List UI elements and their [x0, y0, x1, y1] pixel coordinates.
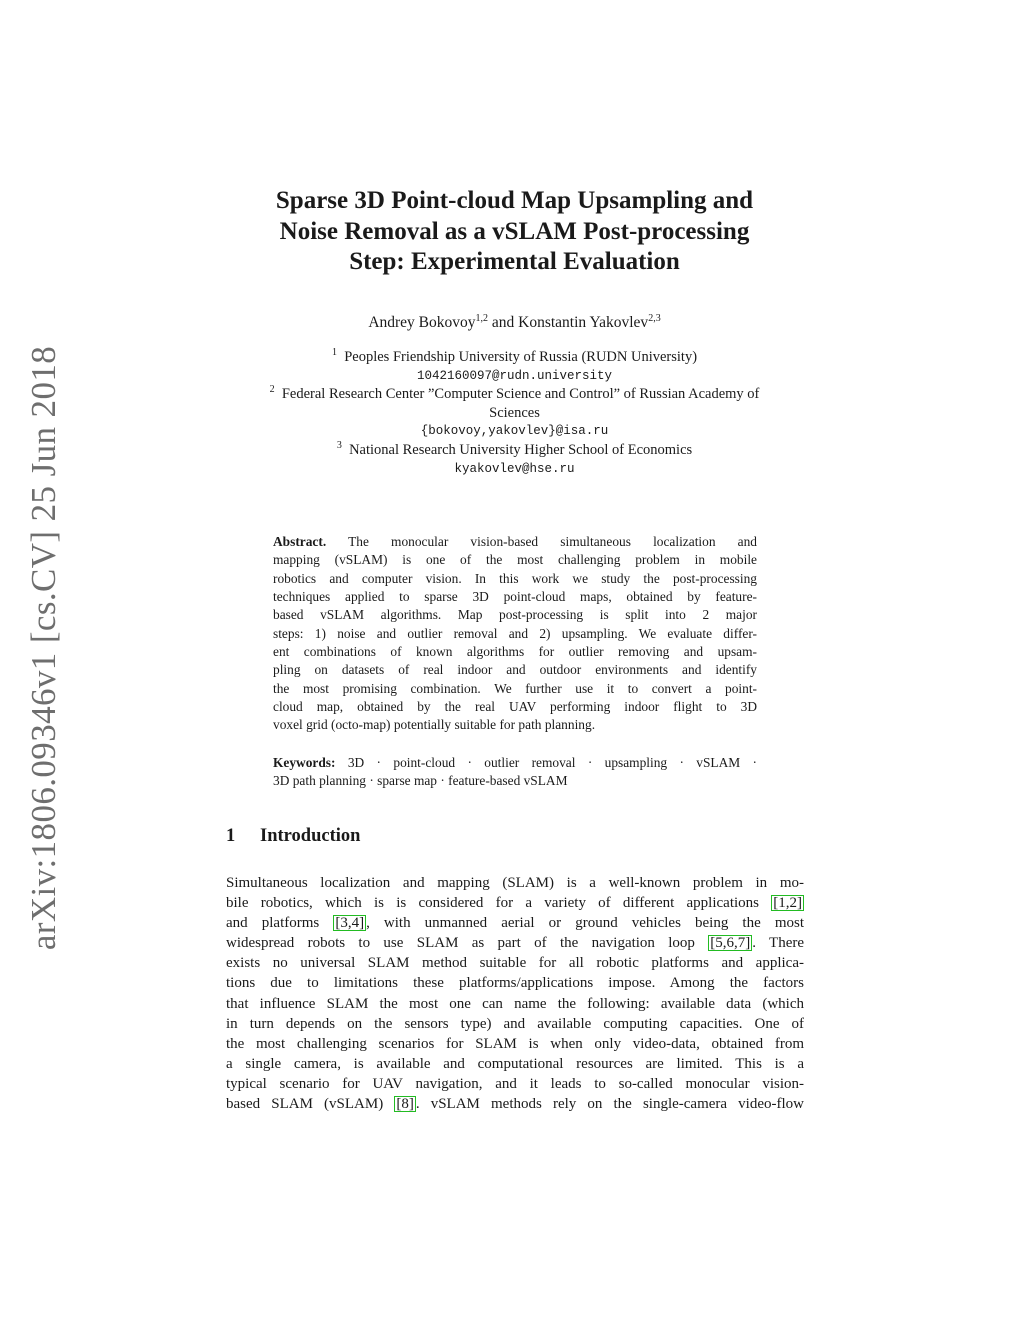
paper-title: [222, 186, 807, 278]
body-line: [226, 1094, 804, 1114]
abstract-line: the most promising combination. We further use it to convert a point-: [273, 680, 757, 696]
body-line: typical scenario for UAV navigation, and it leads to so-called monocular vision-: [226, 1075, 804, 1092]
author-list: [222, 314, 807, 332]
abstract-line: ent combinations of known algorithms for outlier removing and upsam-: [273, 644, 757, 660]
body-text: and platforms: [226, 915, 334, 932]
arxiv-identifier: arXiv:1806.09346v1 [cs.CV] 25 Jun 2018: [24, 345, 63, 950]
author-affiliation-mark: 1,2: [475, 313, 489, 324]
affiliations: [222, 348, 807, 478]
abstract-label: Abstract.: [273, 534, 327, 549]
affiliation-text: National Research University Higher School of Economics: [349, 441, 693, 458]
abstract-line: mapping (vSLAM) is one of the most challenging problem in mobile: [273, 552, 757, 568]
affiliation-2: [222, 385, 807, 404]
introduction-paragraph: [226, 873, 804, 1114]
affiliation-1: [222, 348, 807, 367]
keywords-label: Keywords:: [273, 755, 336, 770]
body-line: exists no universal SLAM method suitable for all robotic platforms and applica-: [226, 955, 804, 972]
affiliation-number: 1: [331, 347, 337, 358]
section-number: 1: [226, 826, 236, 846]
body-text: based SLAM (vSLAM): [226, 1096, 395, 1113]
keywords-line: [273, 754, 757, 772]
body-text: . There: [752, 935, 805, 952]
abstract-line: [273, 533, 757, 551]
abstract-line: based vSLAM algorithms. Map post-processing is split into 2 major: [273, 607, 757, 623]
keywords-text: 3D · point-cloud · outlier removal · upsampling · vSLAM ·: [335, 755, 757, 770]
title-line: Noise Removal as a vSLAM Post-processing: [279, 217, 750, 245]
body-text: bile robotics, which is is considered for a variety of different applications: [226, 895, 772, 912]
body-line: Simultaneous localization and mapping (SLAM) is a well-known problem in mo-: [226, 875, 804, 891]
affiliation-number: 2: [269, 384, 275, 396]
section-heading: [226, 826, 360, 847]
abstract-line: steps: 1) noise and outlier removal and 2) upsampling. We evaluate differ-: [273, 625, 757, 641]
body-text: . vSLAM methods rely on the single-camera video-flow: [415, 1096, 804, 1113]
body-text: widespread robots to use SLAM as part of the navigation loop: [226, 935, 709, 952]
body-line: the most challenging scenarios for SLAM is when only video-data, obtained from: [226, 1035, 804, 1052]
keywords: [273, 754, 757, 791]
body-line: that influence SLAM the most one can name the following: available data (which: [226, 995, 804, 1012]
body-line: [226, 893, 804, 913]
body-line: in turn depends on the sensors type) and available computing capacities. One of: [226, 1015, 804, 1032]
abstract-line: pling on datasets of real indoor and outdoor environments and identify: [273, 662, 757, 678]
title-line: Step: Experimental Evaluation: [349, 248, 680, 275]
author-name: Andrey Bokovoy: [368, 314, 476, 331]
email-address[interactable]: kyakovlev@hse.ru: [454, 461, 575, 476]
abstract-line: voxel grid (octo-map) potentially suitable for path planning.: [273, 717, 596, 733]
body-text: , with unmanned aerial or ground vehicles being the most: [366, 915, 804, 932]
keywords-line: 3D path planning · sparse map · feature-based vSLAM: [273, 773, 568, 789]
author-affiliation-mark: 2,3: [648, 313, 661, 324]
body-line: a single camera, is available and computational resources are limited. This is a: [226, 1055, 804, 1072]
citation-link[interactable]: [5,6,7]: [710, 935, 751, 952]
affiliation-3: [222, 441, 807, 460]
abstract-line: cloud map, obtained by the real UAV performing indoor flight to 3D: [273, 699, 757, 715]
citation-link[interactable]: [1,2]: [773, 895, 802, 912]
title-line: Sparse 3D Point-cloud Map Upsampling and: [275, 187, 754, 214]
author-name: and Konstantin Yakovlev: [488, 314, 649, 331]
email-address[interactable]: {bokovoy,yakovlev}@isa.ru: [420, 424, 609, 439]
citation-link[interactable]: [8]: [396, 1096, 414, 1113]
body-line: [226, 933, 804, 953]
abstract-line: robotics and computer vision. In this work we study the post-processing: [273, 570, 757, 586]
affiliation-text: Peoples Friendship University of Russia (RUDN University): [344, 349, 698, 365]
section-title: Introduction: [260, 826, 361, 846]
affiliation-text: Sciences: [489, 404, 540, 421]
abstract-text: The monocular vision-based simultaneous localization and: [326, 534, 757, 549]
body-line: [226, 913, 804, 933]
affiliation-number: 3: [336, 439, 342, 451]
body-line: tions due to limitations these platforms/applications impose. Among the factors: [226, 975, 804, 992]
citation-link[interactable]: [3,4]: [335, 915, 365, 932]
affiliation-text: Federal Research Center ”Computer Science and Control” of Russian Academy of: [281, 386, 760, 403]
abstract-line: techniques applied to sparse 3D point-cloud maps, obtained by feature-: [273, 589, 757, 605]
email-address[interactable]: 1042160097@rudn.university: [416, 368, 613, 383]
abstract: [273, 533, 757, 735]
arxiv-sidebar: [10, 345, 78, 950]
